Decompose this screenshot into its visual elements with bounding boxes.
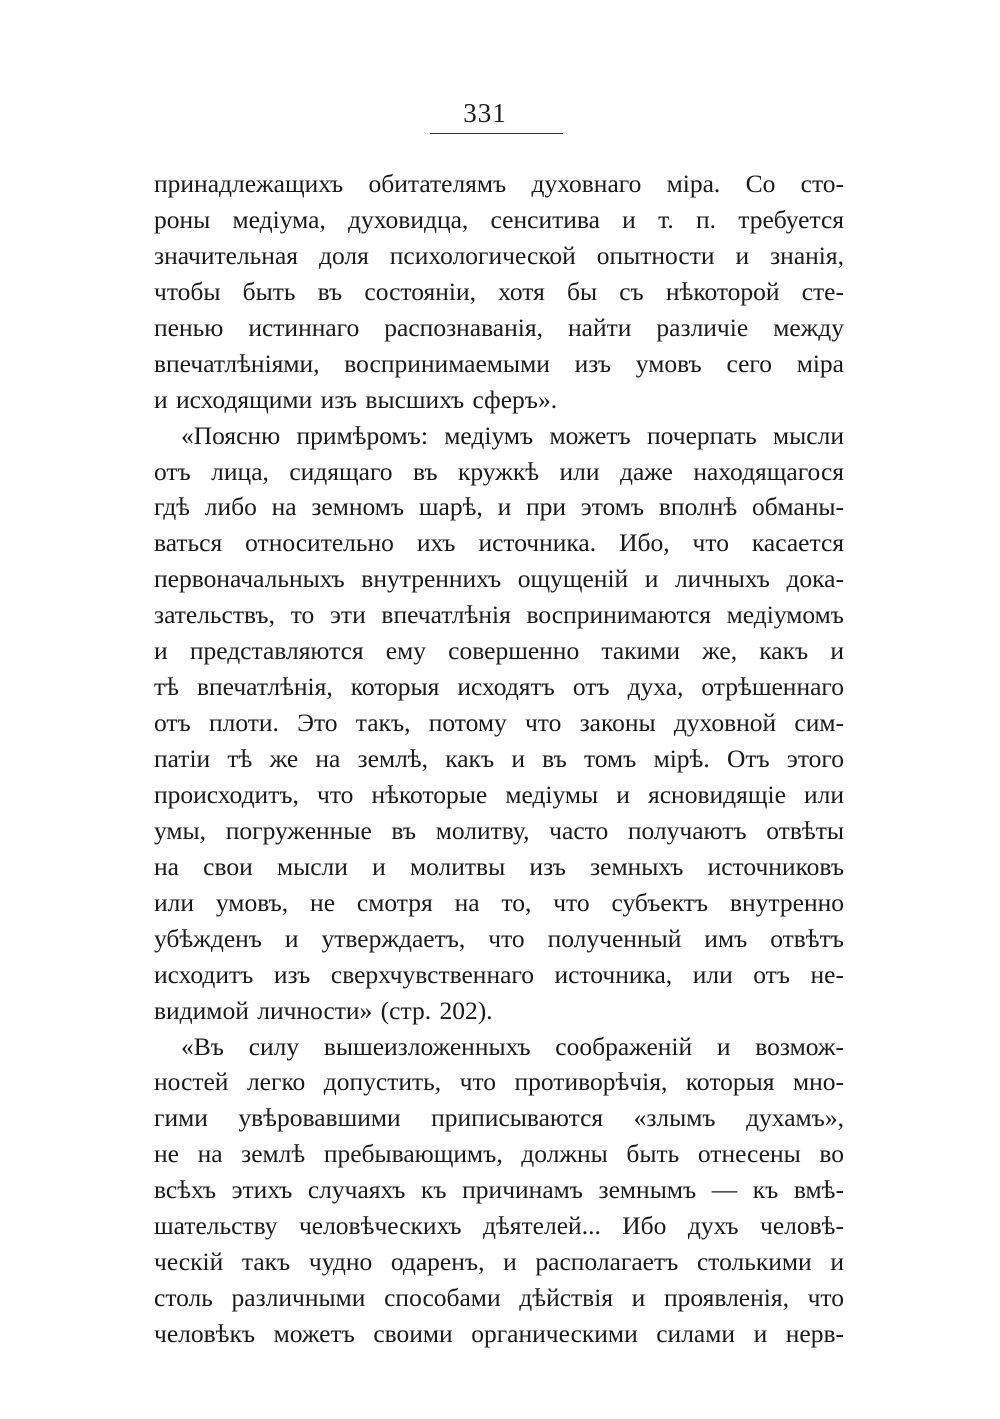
text-line: отъ плоти. Это такъ, потому что законы духовной сим- [154, 708, 844, 738]
text-line: патіи тѣ же на землѣ, какъ и въ томъ мірѣ. Отъ этого [154, 744, 844, 773]
text-line: гдѣ либо на земномъ шарѣ, и при этомъ вполнѣ обманы- [154, 492, 844, 522]
text-line: первоначальныхъ внутреннихъ ощущеній и личныхъ дока- [154, 564, 844, 594]
text-line: «Поясню примѣромъ: медіумъ можетъ почерпать мысли [181, 420, 844, 450]
text-line: и представляются ему совершенно такими же, какъ и [154, 636, 844, 666]
text-line: гими увѣровавшими приписываются «злымъ духамъ», [154, 1103, 844, 1133]
text-line: принадлежащихъ обитателямъ духовнаго міра. Со сто- [154, 169, 844, 198]
text-line: тѣ впечатлѣнія, которыя исходятъ отъ духа, отрѣшеннаго [154, 672, 844, 702]
text-line: человѣкъ можетъ своими органическими силами и нерв- [154, 1319, 844, 1348]
text-line: значительная доля психологической опытности и знанія, [154, 240, 844, 270]
text-line: зательствъ, то эти впечатлѣнія воспринимаются медіумомъ [154, 600, 844, 630]
text-line: всѣхъ этихъ случаяхъ къ причинамъ земнымъ — къ вмѣ- [154, 1175, 844, 1205]
text-line: и исходящими изъ высшихъ сферъ». [154, 384, 558, 414]
text-line: умы, погруженные въ молитву, часто получаютъ отвѣты [154, 815, 844, 845]
text-line: «Въ силу вышеизложенныхъ соображеній и возмож- [181, 1031, 844, 1061]
text-line: роны медіума, духовидца, сенситива и т. п. требуется [154, 204, 844, 234]
text-line: на свои мысли и молитвы изъ земныхъ источниковъ [154, 851, 844, 881]
header-rule [430, 133, 563, 134]
page-body-text [154, 166, 844, 1352]
text-line: не на землѣ пребывающимъ, должны быть отнесены во [154, 1139, 844, 1169]
text-line: ческій такъ чудно одаренъ, и располагаетъ столькими и [154, 1247, 844, 1277]
page-number: 331 [463, 98, 507, 128]
text-line: происходитъ, что нѣкоторые медіумы и ясновидящіе или [154, 779, 844, 809]
text-line: отъ лица, сидящаго въ кружкѣ или даже находящагося [154, 456, 844, 486]
text-line: впечатлѣніями, воспринимаемыми изъ умовъ сего міра [154, 348, 844, 378]
text-line: ностей легко допустить, что противорѣчія, которыя мно- [154, 1067, 844, 1097]
text-line: или умовъ, не смотря на то, что субъектъ внутренно [154, 887, 844, 917]
text-line: столь различными способами дѣйствія и проявленія, что [154, 1283, 844, 1313]
text-line: шательству человѣческихъ дѣятелей... Ибо духъ человѣ- [154, 1211, 844, 1241]
text-line: исходитъ изъ сверхчувственнаго источника, или отъ не- [154, 959, 844, 989]
text-line: убѣжденъ и утверждаетъ, что полученный имъ отвѣтъ [154, 923, 844, 953]
text-line: видимой личности» (стр. 202). [154, 995, 493, 1025]
text-line: ваться относительно ихъ источника. Ибо, что касается [154, 528, 844, 558]
text-line: чтобы быть въ состояніи, хотя бы съ нѣкоторой сте- [154, 276, 844, 306]
text-line: пенью истиннаго распознаванія, найти различіе между [154, 312, 844, 342]
